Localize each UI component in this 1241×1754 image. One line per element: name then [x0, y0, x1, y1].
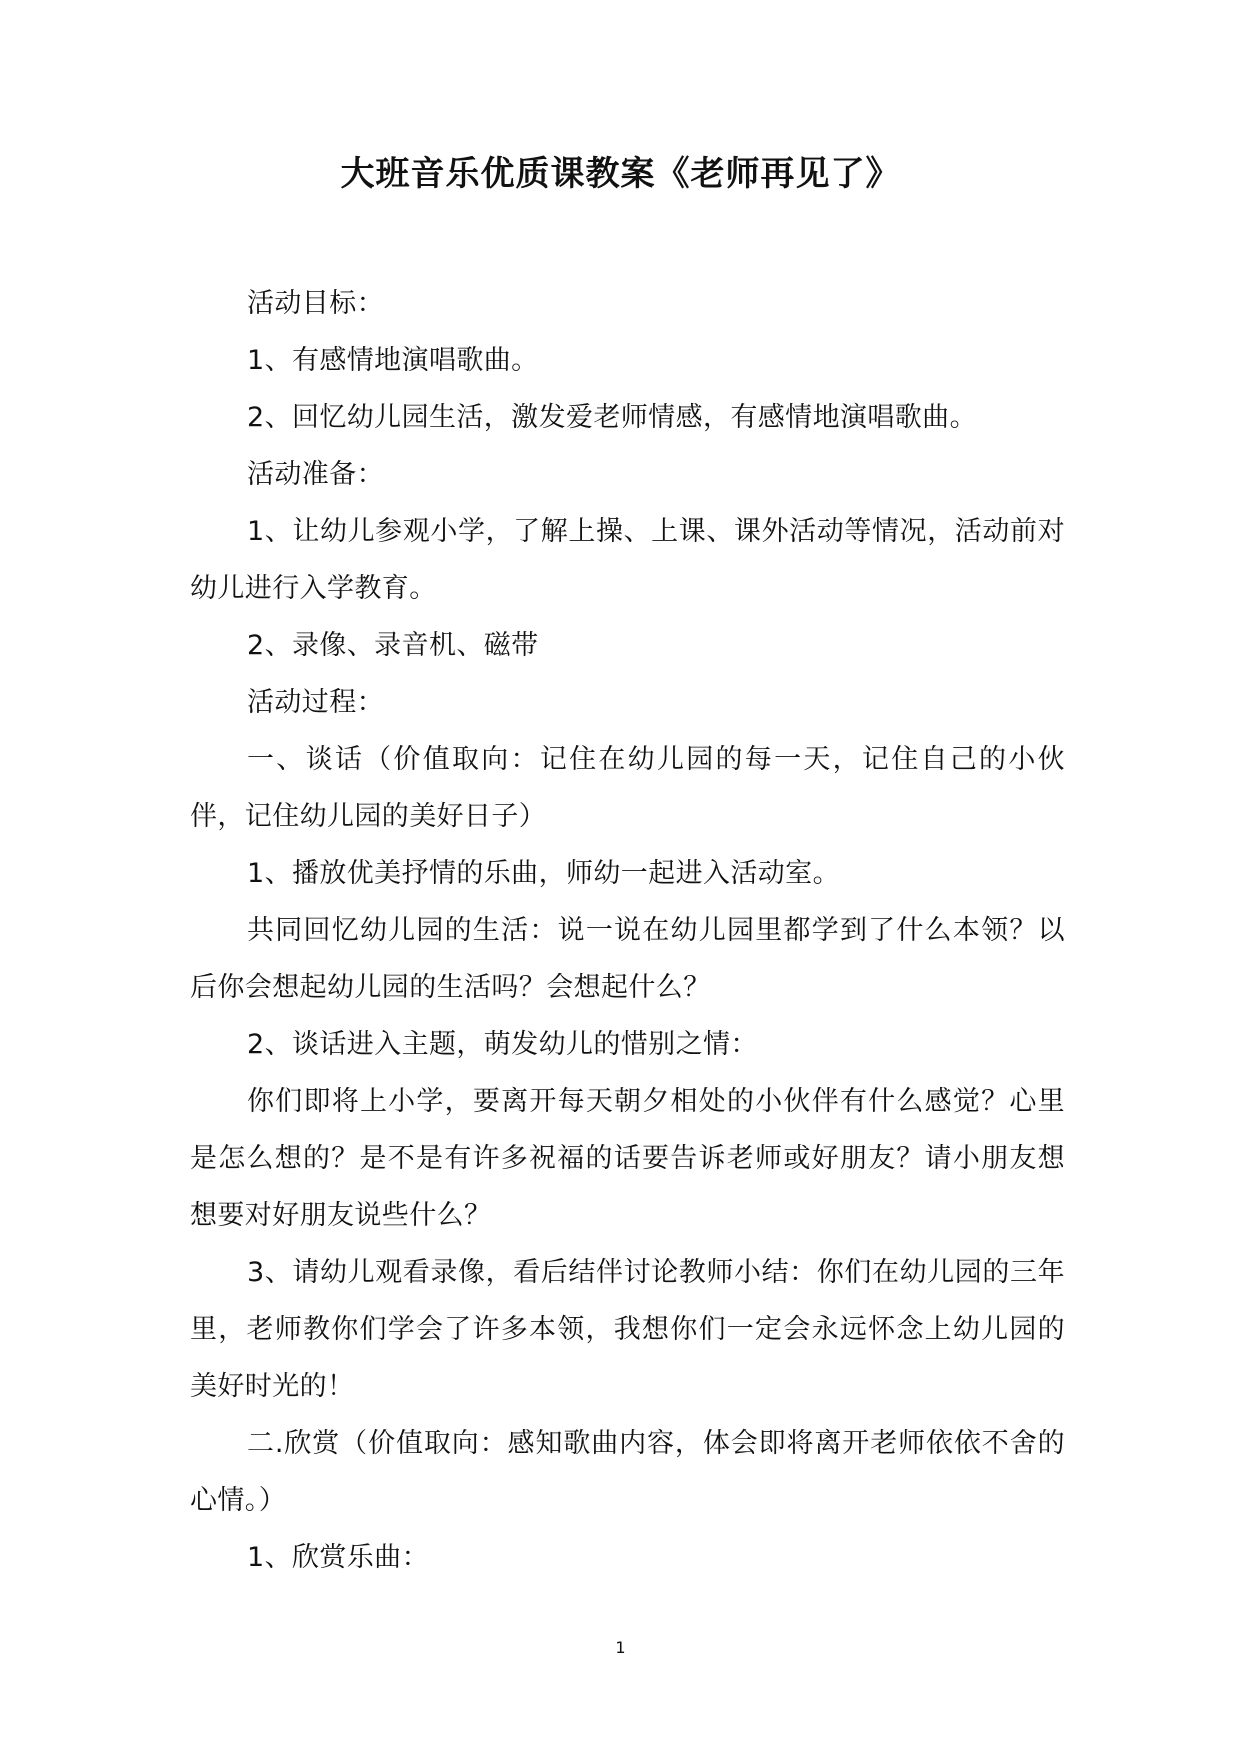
- page-number: 1: [615, 1638, 626, 1657]
- paragraph: 1、有感情地演唱歌曲。: [247, 345, 539, 376]
- paragraph: 2、回忆幼儿园生活，激发爱老师情感，有感情地演唱歌曲。: [247, 402, 977, 433]
- paragraph: 一、谈话（价值取向：记住在幼儿园的每一天，记住自己的小伙伴，记住幼儿园的美好日子）: [190, 744, 1065, 832]
- document-body: [190, 275, 1065, 1586]
- paragraph: 1、欣赏乐曲：: [247, 1542, 429, 1573]
- paragraph: 2、谈话进入主题，萌发幼儿的惜别之情：: [247, 1029, 758, 1060]
- paragraph: 1、让幼儿参观小学，了解上操、上课、课外活动等情况，活动前对幼儿进行入学教育。: [190, 516, 1065, 604]
- document-title: 大班音乐优质课教案《老师再见了》: [340, 154, 901, 194]
- paragraph: 你们即将上小学，要离开每天朝夕相处的小伙伴有什么感觉？心里是怎么想的？是不是有许多祝福的话要告诉老师或好朋友？请小朋友想想要对好朋友说些什么？: [190, 1086, 1065, 1231]
- paragraph: 二.欣赏（价值取向：感知歌曲内容，体会即将离开老师依依不舍的心情。）: [190, 1428, 1065, 1516]
- paragraph: 活动准备：: [247, 459, 384, 490]
- paragraph: 3、请幼儿观看录像，看后结伴讨论教师小结：你们在幼儿园的三年里，老师教你们学会了许多本领，我想你们一定会永远怀念上幼儿园的美好时光的！: [190, 1257, 1065, 1402]
- paragraph: 1、播放优美抒情的乐曲，师幼一起进入活动室。: [247, 858, 840, 889]
- paragraph: 活动过程：: [247, 687, 384, 718]
- paragraph: 共同回忆幼儿园的生活：说一说在幼儿园里都学到了什么本领？以后你会想起幼儿园的生活吗？会想起什么？: [190, 915, 1065, 1003]
- paragraph: 活动目标：: [247, 288, 384, 319]
- paragraph: 2、录像、录音机、磁带: [247, 630, 539, 661]
